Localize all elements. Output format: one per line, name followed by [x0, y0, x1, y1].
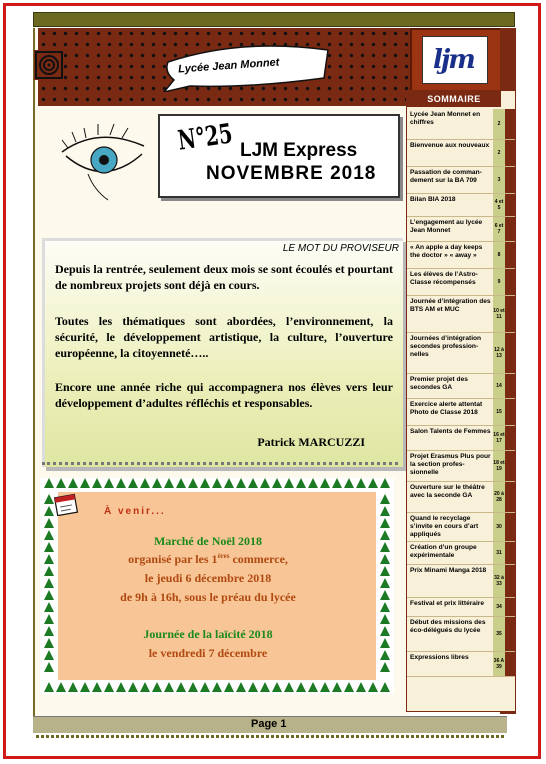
sommaire-item-label: Projet Erasmus Plus pour la section profes-sionnelle: [410, 453, 491, 476]
editorial-paragraph: Encore une année riche qui accompagnera nos élèves vers leur développement d’adultes réfléchis et responsables.: [55, 380, 393, 410]
tree-icon: [44, 626, 54, 636]
sommaire-item-rail: [505, 374, 515, 398]
tree-icon: [116, 682, 126, 692]
tree-icon: [44, 662, 54, 672]
sommaire-item-label: Expressions libres: [410, 654, 469, 661]
tree-icon: [128, 478, 138, 488]
sommaire-item-label: Journées d’intégration secondes profession-nelles: [410, 335, 482, 358]
sommaire-item-page: 6 et 7: [493, 217, 505, 241]
tree-icon: [296, 682, 306, 692]
sommaire-heading: SOMMAIRE: [407, 91, 501, 107]
tree-icon: [80, 478, 90, 488]
sommaire-item[interactable]: [407, 109, 515, 140]
event-line: le jeudi 6 décembre 2018: [144, 571, 272, 585]
sommaire-item-label: Les élèves de l’Astro-Classe récompensés: [410, 271, 478, 286]
tree-icon: [260, 682, 270, 692]
sommaire-item-label: « An apple a day keeps the doctor » « away »: [410, 244, 483, 259]
logo-mark: [422, 36, 488, 84]
tree-icon: [188, 478, 198, 488]
sommaire-item-rail: [505, 269, 515, 295]
sommaire-item-label: Lycée Jean Monnet en chiffres: [410, 111, 481, 126]
tree-icon: [344, 682, 354, 692]
sommaire-item-page: 36 A 39: [493, 652, 505, 676]
tree-icon: [332, 682, 342, 692]
event-line: le vendredi 7 décembre: [148, 646, 268, 660]
tree-icon: [380, 682, 390, 692]
sommaire-item[interactable]: [407, 617, 515, 652]
tree-icon: [212, 682, 222, 692]
tree-icon: [332, 478, 342, 488]
sommaire-item-page: 4 et 5: [493, 194, 505, 216]
sommaire-item[interactable]: [407, 194, 515, 217]
editorial-heading: LE MOT DU PROVISEUR: [282, 243, 399, 254]
sommaire-item-label: Premier projet des secondes GA: [410, 376, 468, 391]
tree-icon: [380, 554, 390, 564]
tree-icon: [356, 682, 366, 692]
sommaire-item[interactable]: [407, 242, 515, 269]
sommaire-item[interactable]: [407, 269, 515, 296]
sommaire-item[interactable]: [407, 513, 515, 542]
sommaire-item-page: 2: [493, 140, 505, 166]
tree-icon: [380, 626, 390, 636]
sommaire-list: [407, 109, 515, 677]
sommaire-item[interactable]: [407, 374, 515, 399]
sommaire-item-rail: [505, 451, 515, 481]
sommaire-item-rail: [505, 399, 515, 425]
tree-icon: [368, 478, 378, 488]
event-text: commerce,: [229, 552, 288, 566]
tree-icon: [44, 518, 54, 528]
tree-icon: [128, 682, 138, 692]
sommaire-item-rail: [505, 482, 515, 512]
tree-icon: [68, 682, 78, 692]
editorial-paragraph: Toutes les thématiques sont abordées, l’environnement, la sécurité, le développement artistique, la culture, l’ouverture européenne, la citoyenneté…..: [55, 314, 393, 360]
tree-icon: [104, 682, 114, 692]
sommaire-item-page: 20 à 28: [493, 482, 505, 512]
sommaire-item[interactable]: [407, 482, 515, 513]
sommaire-item-rail: [505, 140, 515, 166]
tree-icon: [272, 682, 282, 692]
tree-icon: [296, 478, 306, 488]
tree-icon: [44, 602, 54, 612]
tree-icon: [44, 590, 54, 600]
sommaire-item-label: Bilan BIA 2018: [410, 196, 456, 203]
tree-icon: [272, 478, 282, 488]
sommaire-item-rail: [505, 109, 515, 139]
sommaire-item-page: 12 à 13: [493, 333, 505, 373]
tree-icon: [44, 638, 54, 648]
tree-icon: [212, 478, 222, 488]
sommaire-panel: [406, 90, 516, 712]
tree-icon: [188, 682, 198, 692]
sommaire-item[interactable]: [407, 217, 515, 242]
tree-icon: [380, 494, 390, 504]
tree-icon: [380, 602, 390, 612]
sommaire-item[interactable]: [407, 451, 515, 482]
sommaire-item-label: Salon Talents de Femmes: [410, 428, 491, 435]
tree-icon: [308, 478, 318, 488]
tree-icon: [320, 478, 330, 488]
sommaire-item-rail: [505, 598, 515, 616]
sommaire-item[interactable]: [407, 426, 515, 451]
sommaire-item-label: Ouverture sur le théâtre avec la seconde GA: [410, 484, 485, 499]
sommaire-item[interactable]: [407, 140, 515, 167]
editorial-signature: Patrick MARCUZZI: [257, 435, 365, 449]
sommaire-item-rail: [505, 194, 515, 216]
tree-icon: [380, 518, 390, 528]
event-title: Journée de la laïcité 2018: [143, 627, 273, 641]
sommaire-item-label: Exercice alerte attentat Photo de Classe 2018: [410, 401, 483, 416]
sommaire-item-page: 31: [493, 542, 505, 564]
event-superscript: ères: [217, 552, 230, 560]
event-title: Marché de Noël 2018: [153, 534, 263, 548]
sommaire-item-page: 30: [493, 513, 505, 541]
editorial-box: [42, 238, 403, 467]
tree-icon: [56, 478, 66, 488]
tree-icon: [44, 650, 54, 660]
tree-icon: [44, 542, 54, 552]
school-name: Lycée Jean Monnet: [177, 56, 280, 76]
sommaire-item-rail: [505, 296, 515, 332]
tree-icon: [152, 682, 162, 692]
tree-icon: [320, 682, 330, 692]
footer-bar: [33, 716, 507, 733]
tree-icon: [164, 478, 174, 488]
tree-icon: [248, 682, 258, 692]
logo-text: ljm: [433, 45, 474, 75]
tree-icon: [380, 614, 390, 624]
sommaire-item[interactable]: [407, 565, 515, 598]
tree-icon: [140, 478, 150, 488]
tree-icon: [380, 638, 390, 648]
sommaire-item-label: Passation de comman-dement sur la BA 709: [410, 169, 482, 184]
sommaire-item-rail: [505, 217, 515, 241]
event-text: organisé par les 1: [128, 552, 218, 566]
tree-icon: [176, 682, 186, 692]
tree-border-top: [44, 478, 390, 488]
sommaire-item-page: 15: [493, 399, 505, 425]
school-logo: [410, 28, 504, 94]
sommaire-item-label: L’engagement au lycée Jean Monnet: [410, 219, 483, 234]
tree-icon: [44, 566, 54, 576]
sommaire-item-page: 35: [493, 617, 505, 651]
sommaire-item-page: 10 et 11: [493, 296, 505, 332]
tree-icon: [44, 506, 54, 516]
dotted-divider: [42, 462, 398, 465]
tree-icon: [284, 478, 294, 488]
tree-icon: [140, 682, 150, 692]
tree-icon: [236, 682, 246, 692]
tree-icon: [92, 682, 102, 692]
tree-icon: [248, 478, 258, 488]
tree-icon: [380, 578, 390, 588]
events-heading: À venir...: [104, 506, 166, 517]
tree-icon: [356, 478, 366, 488]
sommaire-item-label: Prix Minami Manga 2018: [410, 567, 487, 574]
sommaire-item-page: 18 et 19: [493, 451, 505, 481]
sommaire-item-rail: [505, 542, 515, 564]
sommaire-item-label: Festival et prix littéraire: [410, 600, 485, 607]
sommaire-item-page: 34: [493, 598, 505, 616]
issue-date: NOVEMBRE 2018: [206, 163, 377, 184]
tree-icon: [44, 682, 54, 692]
sommaire-item-rail: [505, 333, 515, 373]
tree-border-bottom: [44, 682, 390, 692]
sommaire-item-rail: [505, 617, 515, 651]
tree-icon: [44, 478, 54, 488]
eye-illustration-icon: [58, 118, 148, 208]
calendar-icon: [54, 492, 80, 516]
tree-icon: [68, 478, 78, 488]
newsletter-title: LJM Express: [240, 140, 358, 161]
tree-icon: [368, 682, 378, 692]
tree-border-left: [44, 494, 54, 672]
sommaire-item-page: 14: [493, 374, 505, 398]
tree-icon: [44, 530, 54, 540]
sommaire-item[interactable]: [407, 296, 515, 333]
editorial-paragraph: Depuis la rentrée, seulement deux mois se sont écoulés et pourtant de nombreux projets sont déjà en cours.: [55, 262, 393, 292]
tree-icon: [284, 682, 294, 692]
tree-icon: [224, 478, 234, 488]
footer-dots: [36, 735, 504, 738]
tree-icon: [224, 682, 234, 692]
tree-icon: [116, 478, 126, 488]
spiral-icon: [34, 50, 64, 80]
tree-icon: [104, 478, 114, 488]
sommaire-item-rail: [505, 167, 515, 193]
sommaire-item-rail: [505, 565, 515, 597]
tree-icon: [44, 554, 54, 564]
event-line: de 9h à 16h, sous le préau du lycée: [120, 590, 296, 604]
sommaire-item-page: 16 et 17: [493, 426, 505, 450]
tree-icon: [236, 478, 246, 488]
tree-icon: [380, 506, 390, 516]
tree-icon: [380, 590, 390, 600]
sommaire-item-label: Journée d’intégration des BTS AM et MUC: [410, 298, 491, 313]
tree-icon: [44, 578, 54, 588]
sommaire-item[interactable]: [407, 542, 515, 565]
title-block: [158, 114, 400, 198]
sommaire-item-label: Bienvenue aux nouveaux: [410, 142, 490, 149]
sommaire-item-rail: [505, 426, 515, 450]
sommaire-item-page: 9: [493, 269, 505, 295]
tree-icon: [380, 566, 390, 576]
top-bar: [33, 12, 515, 27]
event-line: [58, 552, 358, 567]
sommaire-item-rail: [505, 513, 515, 541]
tree-icon: [200, 682, 210, 692]
tree-border-right: [380, 494, 390, 672]
sommaire-item-page: 2: [493, 109, 505, 139]
sommaire-item-page: 32 à 33: [493, 565, 505, 597]
tree-icon: [164, 682, 174, 692]
tree-icon: [308, 682, 318, 692]
sommaire-item-label: Création d’un groupe expérimentale: [410, 544, 477, 559]
tree-icon: [152, 478, 162, 488]
tree-icon: [260, 478, 270, 488]
events-box: [40, 478, 394, 694]
tree-icon: [380, 478, 390, 488]
sommaire-item[interactable]: [407, 652, 515, 677]
sommaire-item[interactable]: [407, 598, 515, 617]
tree-icon: [380, 650, 390, 660]
tree-icon: [380, 542, 390, 552]
tree-icon: [344, 478, 354, 488]
issue-number: N°25: [176, 118, 235, 157]
tree-icon: [92, 478, 102, 488]
sommaire-item-label: Quand le recyclage s’invite en cours d’art appliqués: [410, 515, 479, 538]
sommaire-item-page: 3: [493, 167, 505, 193]
sommaire-item-rail: [505, 652, 515, 676]
sommaire-item[interactable]: [407, 167, 515, 194]
sommaire-item[interactable]: [407, 333, 515, 374]
tree-icon: [44, 614, 54, 624]
tree-icon: [44, 494, 54, 504]
tree-icon: [56, 682, 66, 692]
tree-icon: [200, 478, 210, 488]
tree-icon: [380, 662, 390, 672]
tree-icon: [176, 478, 186, 488]
page-number: Page 1: [251, 718, 287, 730]
sommaire-item-label: Début des missions des éco-délégués du lycée: [410, 619, 486, 634]
sommaire-item[interactable]: [407, 399, 515, 426]
tree-icon: [80, 682, 90, 692]
tree-icon: [380, 530, 390, 540]
sommaire-item-rail: [505, 242, 515, 268]
sommaire-item-page: 8: [493, 242, 505, 268]
